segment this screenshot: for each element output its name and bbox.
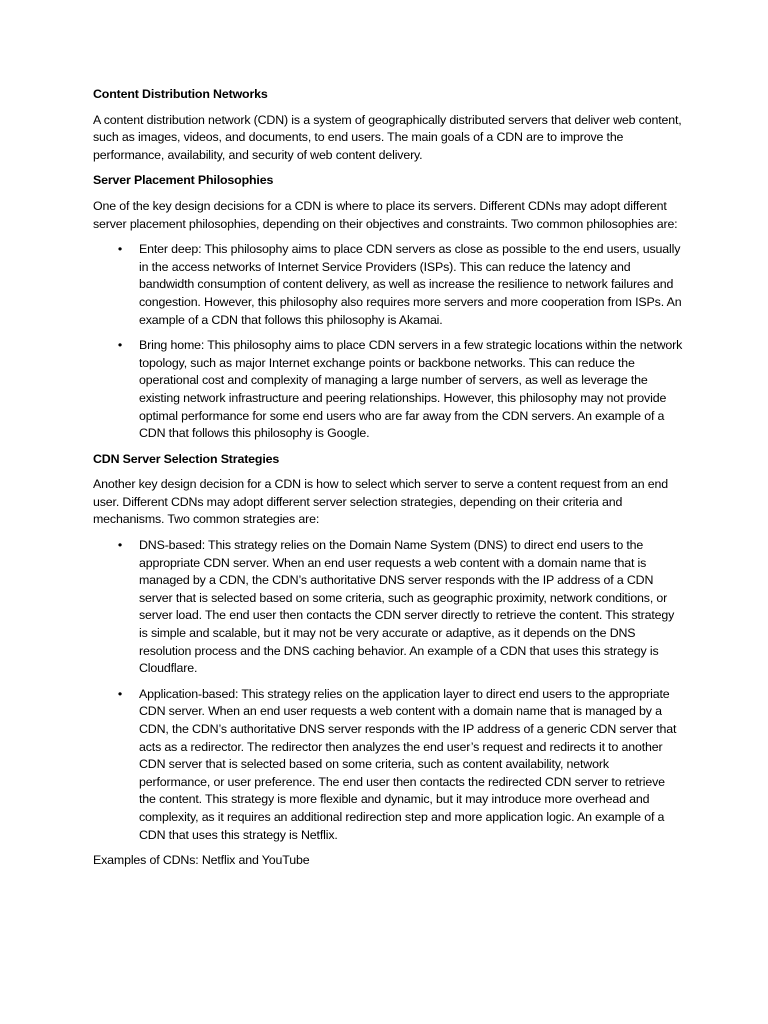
list-item	[93, 686, 683, 844]
section-heading: CDN Server Selection Strategies	[93, 451, 280, 466]
section-intro: One of the key design decisions for a CDN is where to place its servers. Different CDNs may adopt different server placement philosophies, depending on their objectives and constraints. Two common philosophies are:	[93, 198, 678, 231]
section-server-placement	[93, 172, 683, 442]
intro-paragraph: A content distribution network (CDN) is a system of geographically distributed servers that deliver web content, such as images, videos, and documents, to end users. The main goals of a CDN are to improve the performance, availability, and security of web content delivery.	[93, 112, 682, 162]
closing-line: Examples of CDNs: Netflix and YouTube	[93, 853, 310, 868]
bullet-icon: •	[117, 686, 123, 701]
bullet-icon: •	[117, 338, 123, 353]
section-intro: Another key design decision for a CDN is how to select which server to serve a content request from an end user. Different CDNs may adopt different server selection strategies, depending on their criteria and mechanisms. Two common strategies are:	[93, 477, 669, 527]
list-item	[93, 337, 683, 443]
list-item	[93, 537, 683, 678]
bullet-list	[93, 241, 683, 443]
bullet-icon: •	[117, 538, 123, 553]
bullet-list	[93, 537, 683, 844]
bullet-text: Bring home: This philosophy aims to place CDN servers in a few strategic locations within the network topology, such as major Internet exchange points or backbone networks. This can reduce the operational cost and complexity of managing a large number of servers, as well as leverage the existing network infrastructure and peering relationships. However, this philosophy may not provide optimal performance for some end users who are far away from the CDN servers. An example of a CDN that follows this philosophy is Google.	[139, 338, 683, 441]
bullet-text: Application-based: This strategy relies on the application layer to direct end users to the appropriate CDN server. When an end user requests a web content with a domain name that is managed by a CDN, the CDN’s authoritative DNS server responds with the IP address of a generic CDN server that acts as a redirector. The redirector then analyzes the end user’s request and redirects it to another CDN server that is selected based on some criteria, such as content availability, network performance, or user preference. The end user then contacts the redirected CDN server to retrieve the content. This strategy is more flexible and dynamic, but it may introduce more overhead and complexity, as it requires an additional redirection step and more application logic. An example of a CDN that uses this strategy is Netflix.	[139, 686, 677, 842]
list-item	[93, 241, 683, 329]
section-heading: Server Placement Philosophies	[93, 173, 274, 188]
bullet-text: DNS-based: This strategy relies on the Domain Name System (DNS) to direct end users to the appropriate CDN server. When an end user requests a web content with a domain name that is managed by a CDN, the CDN’s authoritative DNS server responds with the IP address of a CDN server that is selected based on some criteria, such as geographic proximity, network conditions, or server load. The end user then contacts the CDN server directly to retrieve the content. This strategy is simple and scalable, but it may not be very accurate or adaptive, as it depends on the DNS resolution process and the DNS caching behavior. An example of a CDN that uses this strategy is Cloudflare.	[139, 538, 675, 676]
document-title: Content Distribution Networks	[93, 87, 268, 101]
bullet-icon: •	[117, 242, 123, 257]
section-server-selection	[93, 451, 683, 844]
document-page	[93, 86, 683, 870]
bullet-text: Enter deep: This philosophy aims to place CDN servers as close as possible to the end users, usually in the access networks of Internet Service Providers (ISPs). This can reduce the latency and bandwidth consumption of content delivery, as well as increase the resilience to network failures and congestion. However, this philosophy also requires more servers and more cooperation from ISPs. An example of a CDN that follows this philosophy is Akamai.	[139, 242, 682, 327]
